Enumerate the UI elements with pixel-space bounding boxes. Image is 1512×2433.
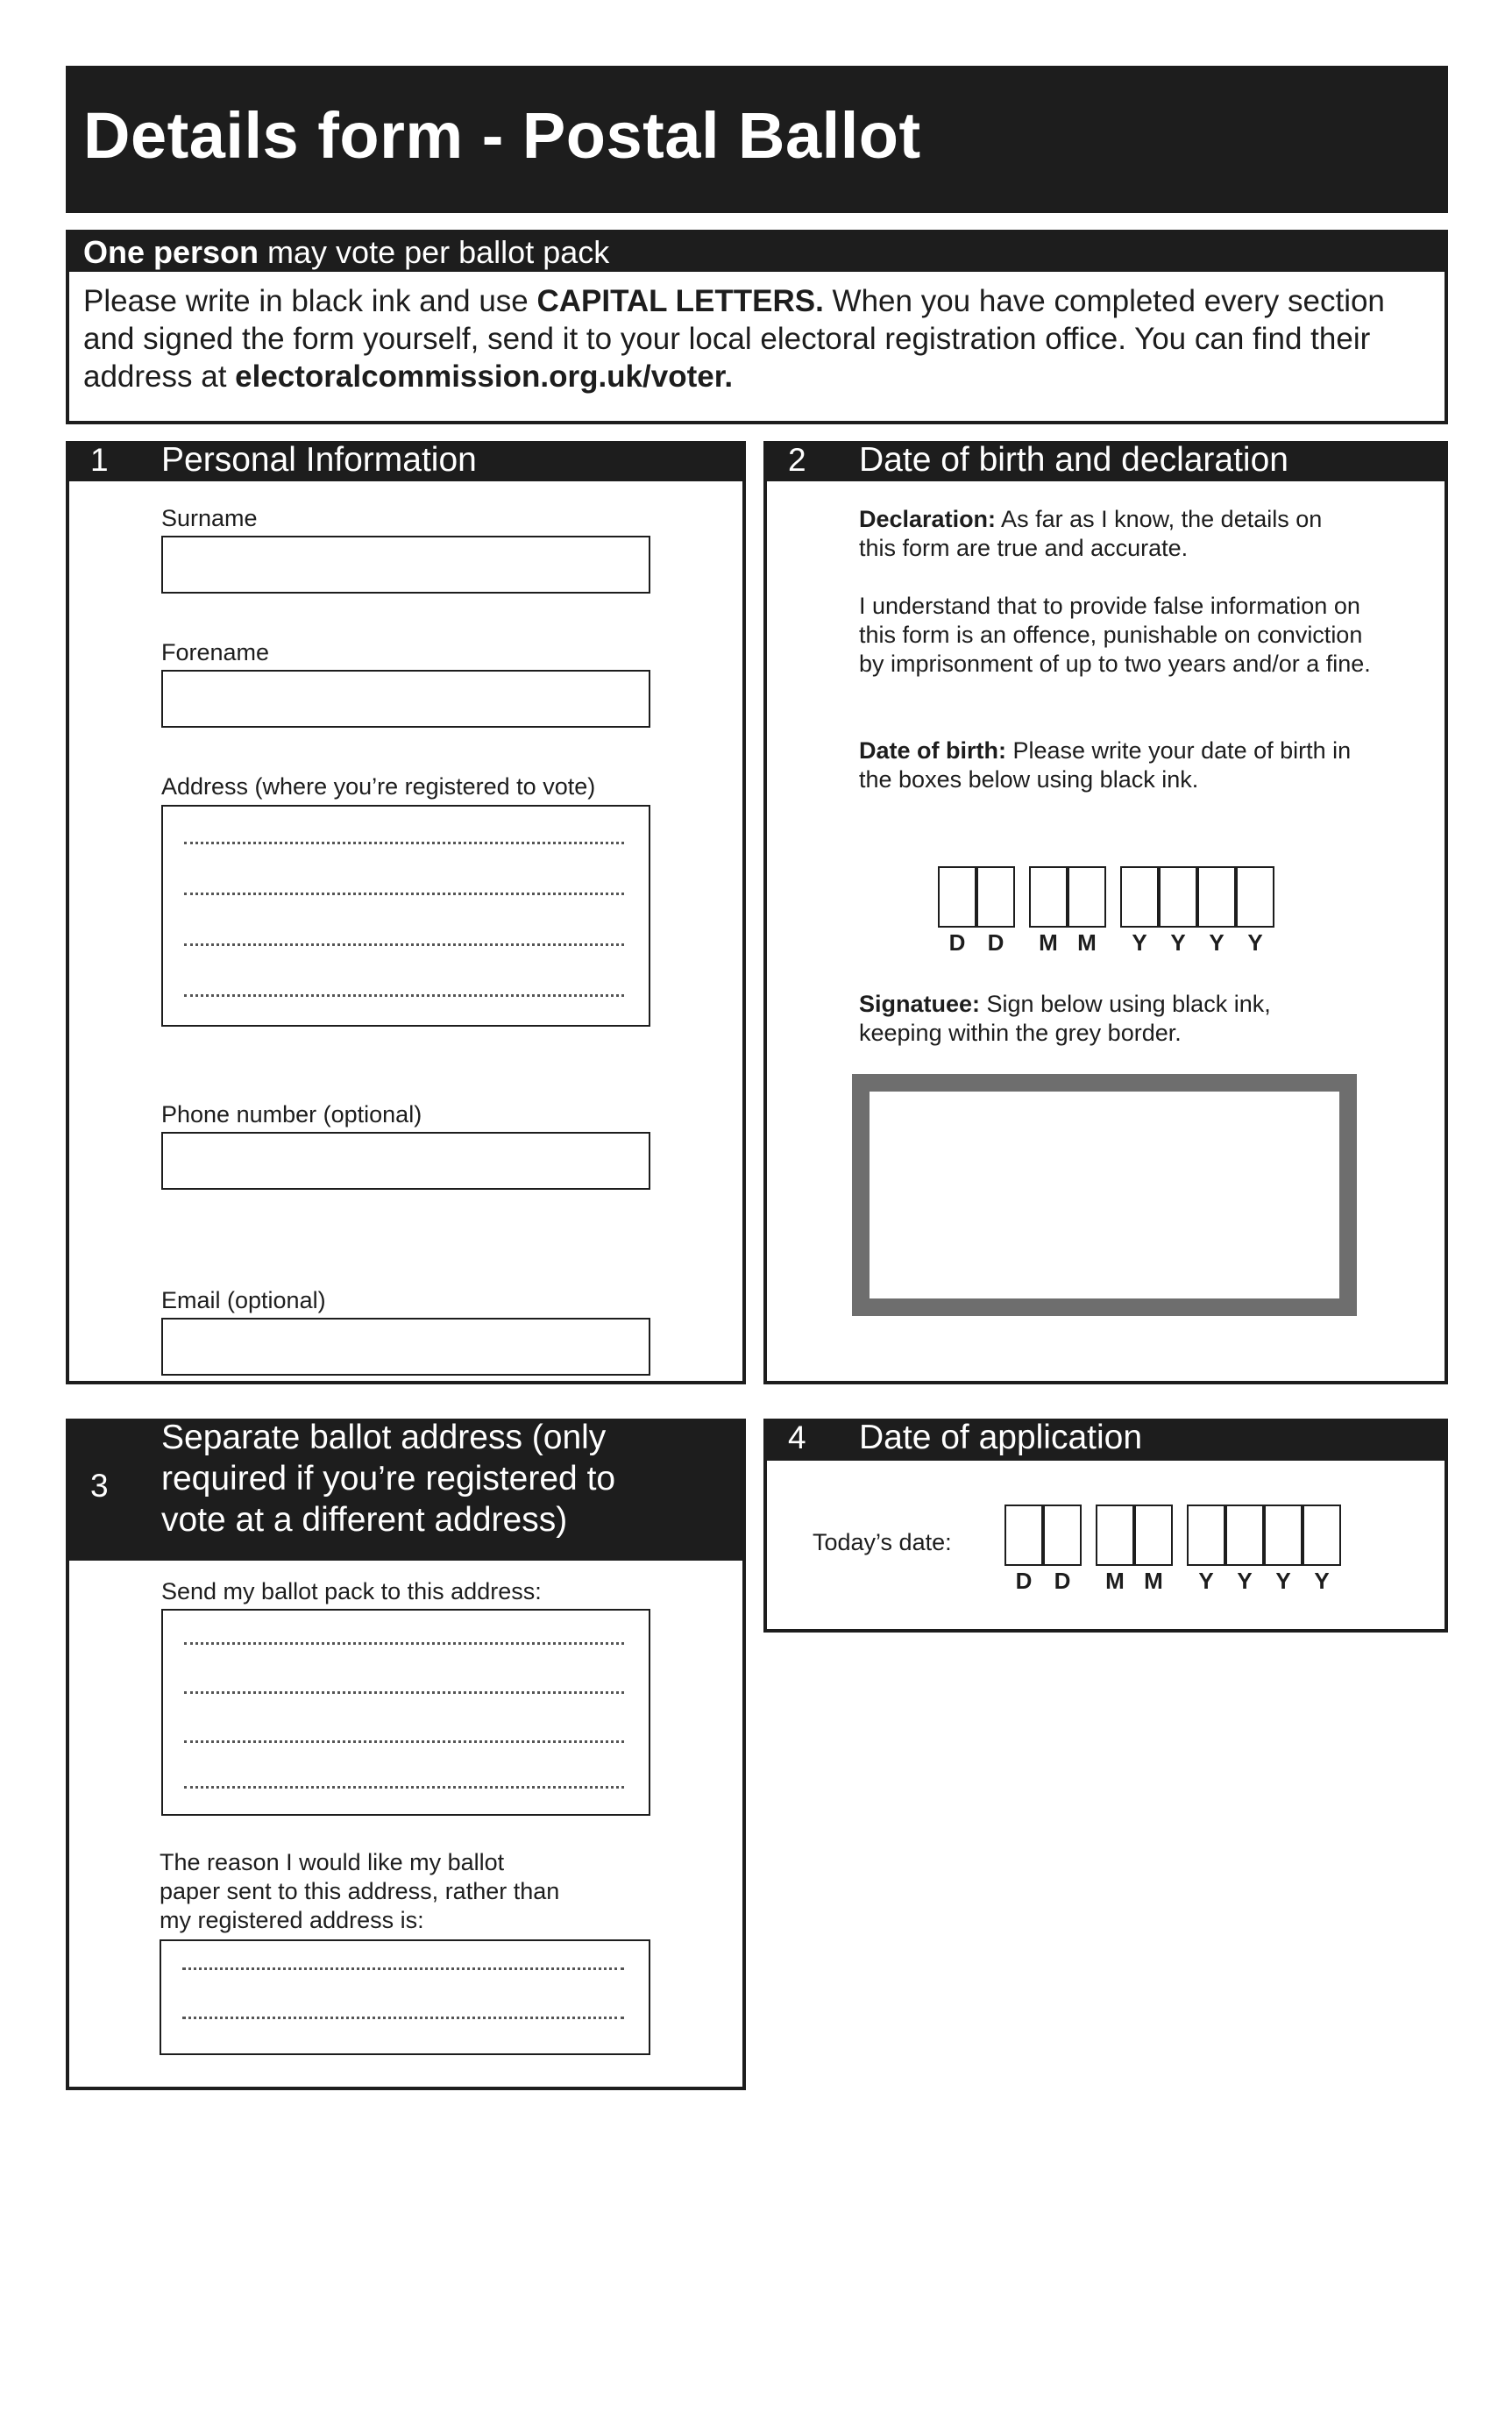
date-letter: D: [1054, 1568, 1071, 1594]
dob-letter: M: [1077, 929, 1097, 956]
declaration-text: [859, 505, 1363, 563]
dob-letter: Y: [1247, 929, 1263, 956]
signature-body: Sign below using black ink, keeping within the grey border.: [859, 991, 1271, 1046]
address-line: [184, 842, 624, 844]
form-title: Details form - Postal Ballot: [83, 99, 921, 172]
reason-label-line-1: The reason I would like my ballot: [160, 1849, 505, 1875]
intro-heading: [69, 233, 1445, 272]
section-2-number: 2: [788, 442, 806, 478]
intro-bold-1: CAPITAL LETTERS.: [536, 284, 824, 318]
section-4-number: 4: [788, 1419, 806, 1455]
reason-label: [160, 1848, 650, 1935]
intro-instructions: [69, 272, 1445, 395]
dob-letter: D: [948, 929, 966, 956]
section-3-header: [69, 1419, 742, 1561]
send-to-address-label: Send my ballot pack to this address:: [161, 1578, 542, 1604]
section-1-header: [69, 441, 742, 481]
section-personal-information: [66, 441, 746, 1384]
date-digit-box[interactable]: [1264, 1505, 1303, 1566]
dob-digit-box[interactable]: [1197, 866, 1236, 928]
section-4-title: Date of application: [859, 1419, 1143, 1456]
reason-field[interactable]: [160, 1939, 650, 2055]
date-letter: Y: [1314, 1568, 1330, 1594]
address-line: [184, 1740, 624, 1743]
signature-instructions: [859, 990, 1315, 1048]
date-digit-box[interactable]: [1004, 1505, 1043, 1566]
todays-date-label: Today’s date:: [813, 1529, 952, 1555]
reason-label-line-3: my registered address is:: [160, 1907, 424, 1933]
dob-digit-box[interactable]: [1068, 866, 1106, 928]
declaration-heading: Declaration:: [859, 506, 997, 532]
phone-field[interactable]: [161, 1132, 650, 1190]
dob-digit-box[interactable]: [938, 866, 976, 928]
dob-digit-box[interactable]: [1029, 866, 1068, 928]
address-line: [184, 1642, 624, 1645]
date-letter: M: [1144, 1568, 1163, 1594]
dob-letter: Y: [1170, 929, 1186, 956]
form-header: [66, 66, 1448, 213]
date-digit-box[interactable]: [1096, 1505, 1134, 1566]
offence-text: I understand that to provide false information on this form is an offence, punishable on conviction by imprisonment of up to two years and/or a fine.: [859, 593, 1371, 677]
intro-heading-rest: may vote per ballot pack: [259, 234, 610, 270]
address-line: [184, 1691, 624, 1694]
signature-heading: Signatuee:: [859, 991, 981, 1017]
dob-heading: Date of birth:: [859, 737, 1006, 764]
email-field[interactable]: [161, 1318, 650, 1376]
date-digit-box[interactable]: [1134, 1505, 1173, 1566]
section-2-header: [767, 441, 1445, 481]
dob-digit-box[interactable]: [1120, 866, 1159, 928]
dob-letter: D: [987, 929, 1004, 956]
application-day-boxes: [1004, 1505, 1082, 1566]
dob-letter: M: [1039, 929, 1058, 956]
reason-line: [182, 1967, 624, 1970]
reason-line: [182, 2017, 624, 2019]
phone-label: Phone number (optional): [161, 1101, 422, 1128]
dob-month-boxes: [1029, 866, 1106, 928]
date-letter: M: [1105, 1568, 1125, 1594]
date-letter: Y: [1198, 1568, 1214, 1594]
section-3-title-line-1: Separate ballot address (only: [161, 1419, 607, 1456]
application-year-boxes: [1187, 1505, 1341, 1566]
intro-heading-bold: One person: [83, 234, 259, 270]
address-line: [184, 1786, 624, 1789]
date-digit-box[interactable]: [1043, 1505, 1082, 1566]
intro-panel: [66, 230, 1448, 424]
declaration-body: As far as I know, the details on this form are true and accurate.: [859, 506, 1323, 561]
date-digit-box[interactable]: [1225, 1505, 1264, 1566]
forename-field[interactable]: [161, 670, 650, 728]
application-month-boxes: [1096, 1505, 1173, 1566]
dob-year-boxes: [1120, 866, 1274, 928]
section-1-number: 1: [90, 442, 109, 478]
date-digit-box[interactable]: [1187, 1505, 1225, 1566]
dob-letter: Y: [1209, 929, 1225, 956]
dob-day-boxes: [938, 866, 1015, 928]
date-digit-box[interactable]: [1303, 1505, 1341, 1566]
address-field[interactable]: [161, 805, 650, 1027]
address-line: [184, 943, 624, 946]
intro-text-1: Please write in black ink and use: [83, 284, 537, 318]
dob-letter: Y: [1132, 929, 1147, 956]
section-separate-ballot-address: [66, 1419, 746, 2090]
email-label: Email (optional): [161, 1287, 326, 1313]
ballot-address-field[interactable]: [161, 1609, 650, 1816]
intro-website: electoralcommission.org.uk/voter.: [235, 359, 734, 394]
address-line: [184, 893, 624, 895]
intro-text-2: When you have completed every section and signed the form yourself, send it to your local electoral registration office. You can find their address at: [83, 284, 1385, 394]
dob-digit-box[interactable]: [1159, 866, 1197, 928]
section-2-title: Date of birth and declaration: [859, 441, 1288, 479]
section-3-number: 3: [90, 1468, 109, 1504]
date-letter: D: [1015, 1568, 1033, 1594]
surname-field[interactable]: [161, 536, 650, 594]
dob-digit-box[interactable]: [1236, 866, 1274, 928]
section-3-title-line-3: vote at a different address): [161, 1501, 568, 1539]
forename-label: Forename: [161, 639, 270, 665]
dob-instructions: [859, 736, 1376, 794]
date-letter: Y: [1275, 1568, 1291, 1594]
address-line: [184, 994, 624, 997]
section-date-of-application: [763, 1419, 1448, 1633]
section-4-header: [767, 1419, 1445, 1461]
dob-digit-box[interactable]: [976, 866, 1015, 928]
signature-border: [852, 1074, 1357, 1316]
dob-body: Please write your date of birth in the boxes below using black ink.: [859, 737, 1352, 793]
reason-label-line-2: paper sent to this address, rather than: [160, 1878, 560, 1904]
address-label: Address (where you’re registered to vote): [161, 773, 596, 800]
section-1-title: Personal Information: [161, 441, 477, 479]
section-3-title-line-2: required if you’re registered to: [161, 1460, 616, 1498]
surname-label: Surname: [161, 505, 258, 531]
signature-area[interactable]: [870, 1092, 1339, 1298]
date-letter: Y: [1237, 1568, 1253, 1594]
